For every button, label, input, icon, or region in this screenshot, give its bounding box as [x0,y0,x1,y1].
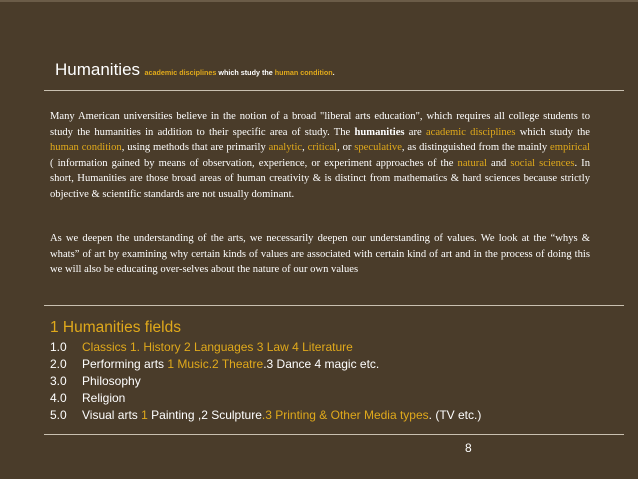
text-run: , or [337,142,355,153]
text-run: , using methods that are primarily [121,142,269,153]
link-social-sciences[interactable]: social sciences [510,157,575,169]
link-analytic[interactable]: analytic [268,142,303,153]
text-run: . In short, Humanities are those broad areas of human creativity & is distinct from mathematics & hard sciences because strictly objective & scientific standards are not usually dominant. [50,157,591,200]
list-item [50,390,625,407]
item-text: Philosophy [82,374,141,388]
text-run: Many American universities believe in the notion of a broad "liberal arts education", which requires all college students to study the humanities in addition to their specific area of study. The [50,111,590,138]
page-number: 8 [465,441,472,455]
list-item [50,373,625,390]
list-item [50,356,625,373]
item-text: Classics 1. History 2 Languages 3 Law [82,340,293,354]
text-run: , [302,142,308,153]
values-paragraph: As we deepen the understanding of the arts, we necessarily deepen our understanding of values. We look at the “whys & whats” of art by examining why certain kinds of values are associated with certain kind of art and in the process of doing this we will also be educating over-selves about the nature of our own values [50,233,590,275]
divider-bottom [44,434,624,435]
item-text: Performing arts [82,357,168,371]
link-empirical[interactable]: empirical [550,142,591,153]
text-run: which study the [515,126,591,138]
text-run: and [486,157,511,169]
subtitle-part: . [332,68,335,77]
link-speculative[interactable]: speculative [354,142,402,153]
subtitle-part: academic disciplines [144,68,217,77]
text-run: ( information gained by means of observation, experience, or experiment approaches of the [50,157,458,169]
divider-top [44,90,624,91]
subtitle-part: which study the [216,68,275,77]
humanities-fields-list [50,318,625,424]
text-run-bold: humanities [354,126,405,138]
item-text: Religion [82,391,126,405]
item-number: 4.0 [50,391,67,405]
item-text: 1 Music.2 Theatre [167,357,264,371]
slide-header [55,60,335,80]
link-academic-disciplines[interactable]: academic disciplines [425,126,516,138]
item-number: 1.0 [50,340,67,354]
divider-middle [44,305,624,306]
item-text: 4 Literature [292,340,353,354]
item-text: Visual arts [82,408,142,422]
item-text: .3 Printing & Other Media types [261,408,429,422]
link-human-condition[interactable]: human condition [50,142,122,153]
subtitle-part: human condition [274,68,333,77]
item-number: 2.0 [50,357,67,371]
item-text: . (TV etc.) [428,408,482,422]
item-text: .3 Dance 4 magic etc. [263,357,380,371]
item-number: 5.0 [50,408,67,422]
intro-paragraph [50,109,590,202]
fields-heading: 1 Humanities fields [50,319,181,336]
list-item [50,339,625,356]
list-item [50,407,625,424]
link-natural[interactable]: natural [457,157,487,169]
item-number: 3.0 [50,374,67,388]
item-text: 1 [141,408,148,422]
slide-title: Humanities [55,60,141,79]
text-run: , as distinguished from the mainly [401,142,550,153]
top-border [0,0,638,2]
text-run: are [404,126,426,138]
link-critical[interactable]: critical [307,142,338,153]
item-text: Painting ,2 Sculpture [147,408,262,422]
